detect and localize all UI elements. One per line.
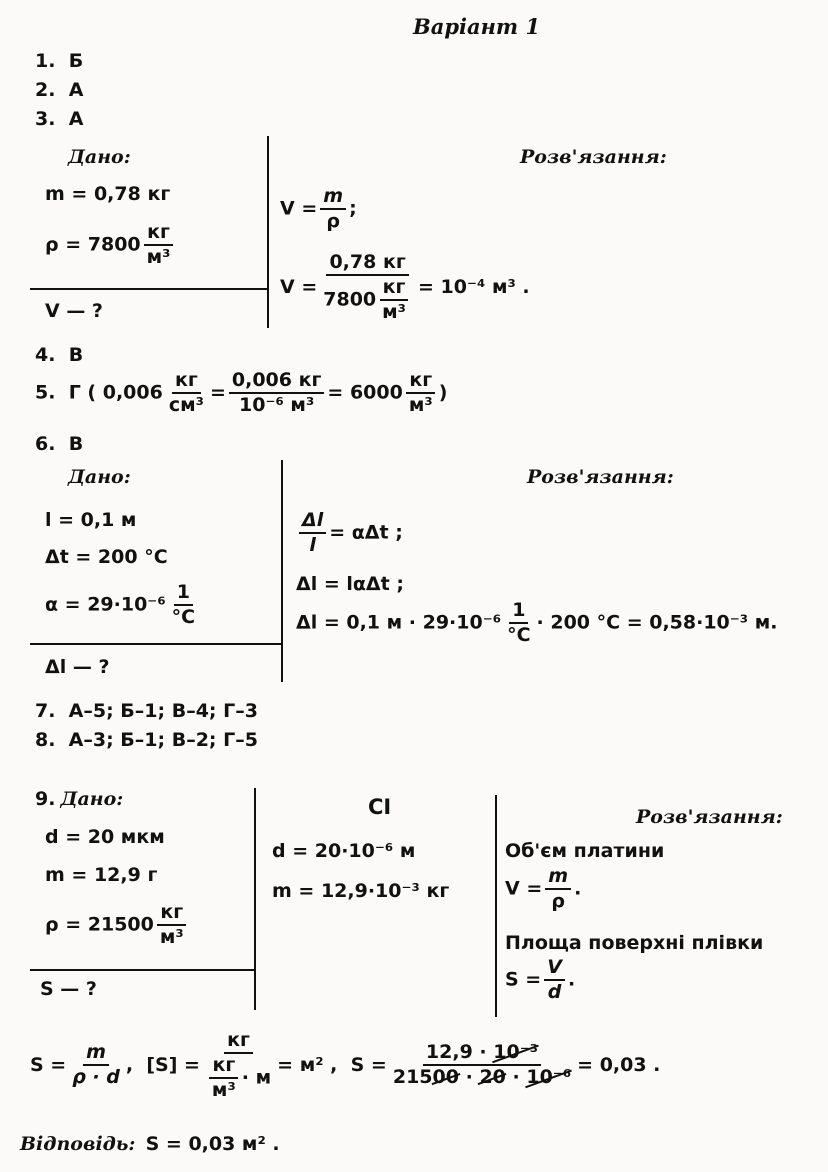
si-heading: СІ [368, 795, 392, 819]
separator-line [254, 788, 256, 1010]
formula-bottom: S = $\frac{m}{\rho \cdot d}$ , [S] = кг $\frac{кг}{\text{м³}}$ · м = м² , S = $\frac{\text{12,9 · 10⁻³}}{\text{21500 · 20 · 10⁻⁶}}$ = 0,03 . [30, 1029, 661, 1101]
answer-8: 8. А–3; Б–1; В–2; Г–5 [35, 729, 258, 751]
answer-4: 4. В [35, 344, 84, 366]
given-density: ρ = 21500 $\frac{кг}{\text{м³}}$ [45, 902, 190, 948]
given-mass: m = 0,78 кг [45, 183, 171, 205]
formula-2: Δl = lαΔt ; [296, 573, 404, 595]
formula-volume-calc: V = 0,78 кг 7800 $\frac{кг}{\text{м³}}$ = 10⁻⁴ м³ . [280, 251, 530, 323]
separator-line [267, 136, 269, 328]
divider-line [30, 643, 282, 645]
answer-6: 6. В [35, 433, 84, 455]
solution-heading: Розв'язання: [520, 146, 667, 168]
find-volume: V — ? [45, 300, 103, 322]
find-area: S — ? [40, 978, 97, 1000]
formula-volume: V = $\frac{m}{\rho}$ . [505, 865, 582, 912]
formula-area: S = $\frac{V}{d}$ . [505, 956, 576, 1003]
answer-5: 5. Г ( 0,006 $\frac{кг}{\text{см³}}$ = $\frac{0,006 кг}{\text{10⁻⁶ м³}}$ = 6000 $\frac{кг}{\text{м³}}$ ) [35, 369, 448, 416]
answer-7: 7. А–5; Б–1; В–4; Г–3 [35, 700, 258, 722]
divider-line [30, 288, 268, 290]
formula-3: Δl = 0,1 м · 29·10⁻⁶ $\frac{1}{^\circ C}$ · 200 °C = 0,58·10⁻³ м. [296, 599, 778, 646]
formula-volume: V = $\frac{m}{\rho}$ ; [280, 185, 357, 232]
separator-line [281, 460, 283, 682]
given-density: ρ = 7800 $\frac{кг}{\text{м³}}$ [45, 222, 177, 268]
answer-3: 3. А [35, 108, 84, 130]
find-dl: Δl — ? [45, 656, 110, 678]
answer-2: 2. А [35, 79, 84, 101]
volume-text: Об'єм платини [505, 840, 665, 862]
final-answer: Відповідь: S = 0,03 м² . [20, 1133, 280, 1155]
given-length: l = 0,1 м [45, 509, 137, 531]
given-heading: Дано: [68, 146, 131, 168]
given-temp-change: Δt = 200 °C [45, 546, 168, 568]
answer-1: 1. Б [35, 50, 84, 72]
formula-1: $\frac{\Delta l}{l}$ = αΔt ; [296, 510, 403, 556]
given-heading-9: 9. Дано: [35, 788, 124, 810]
area-text: Площа поверхні плівки [505, 932, 764, 954]
si-mass: m = 12,9·10⁻³ кг [272, 880, 450, 902]
page-title: Варіант 1 [413, 14, 541, 39]
given-thickness: d = 20 мкм [45, 826, 165, 848]
given-heading: Дано: [68, 466, 131, 488]
divider-line [30, 969, 256, 971]
given-mass: m = 12,9 г [45, 864, 158, 886]
solution-heading: Розв'язання: [527, 466, 674, 488]
solution-heading: Розв'язання: [636, 806, 783, 828]
given-alpha: α = 29·10⁻⁶ $\frac{1}{^\circ C}$ [45, 581, 196, 628]
separator-line-2 [495, 795, 497, 1017]
si-thickness: d = 20·10⁻⁶ м [272, 840, 416, 862]
